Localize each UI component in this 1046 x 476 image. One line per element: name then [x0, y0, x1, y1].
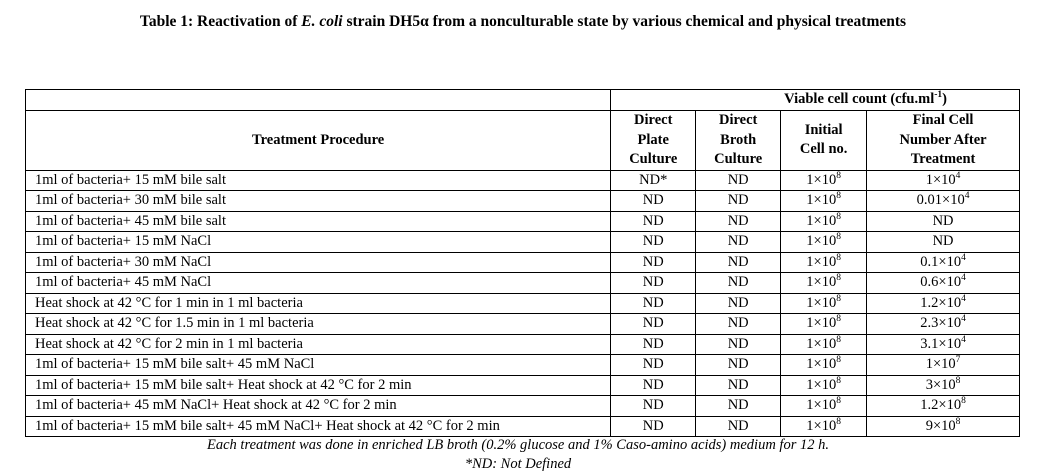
procedure-cell: 1ml of bacteria+ 45 mM NaCl+ Heat shock at 42 °C for 2 min: [26, 396, 611, 417]
table-row: [26, 334, 1020, 355]
procedure-cell: 1ml of bacteria+ 45 mM NaCl: [26, 273, 611, 294]
direct-broth-cell: ND: [696, 211, 781, 232]
direct-broth-cell: ND: [696, 273, 781, 294]
table-row: [26, 191, 1020, 212]
final-cell: $0.01\times 10^4$: [867, 191, 1020, 212]
header-row: [26, 111, 1020, 171]
final-cell: $0.1\times 10^4$: [867, 252, 1020, 273]
footnote-conditions: Each treatment was done in enriched LB broth (0.2% glucose and 1% Caso-amino acids) medium for 12 h.: [207, 437, 829, 453]
procedure-cell: 1ml of bacteria+ 15 mM NaCl: [26, 232, 611, 253]
final-cell: $3.1\times 10^4$: [867, 334, 1020, 355]
final-cell: ND: [867, 232, 1020, 253]
viable-count-close: ): [942, 91, 947, 108]
direct-broth-cell: ND: [696, 314, 781, 335]
procedure-cell: Heat shock at 42 °C for 1.5 min in 1 ml bacteria: [26, 314, 611, 335]
direct-broth-cell: ND: [696, 416, 781, 437]
table-row: [26, 273, 1020, 294]
initial-cell: $1\times 10^8$: [781, 355, 867, 376]
results-table: [25, 89, 1020, 437]
final-cell: $3\times 10^8$: [867, 375, 1020, 396]
procedure-cell: 1ml of bacteria+ 30 mM bile salt: [26, 191, 611, 212]
table-row: [26, 355, 1020, 376]
direct-plate-cell: ND: [611, 334, 696, 355]
procedure-cell: 1ml of bacteria+ 15 mM bile salt: [26, 170, 611, 191]
final-cell: $0.6\times 10^4$: [867, 273, 1020, 294]
table-body: [26, 170, 1020, 437]
direct-plate-header: Direct Plate Culture: [611, 111, 696, 171]
direct-broth-cell: ND: [696, 293, 781, 314]
direct-plate-cell: ND: [611, 314, 696, 335]
initial-cell: $1\times 10^8$: [781, 416, 867, 437]
title-prefix: Table 1: Reactivation of: [139, 13, 302, 30]
title-organism: E. coli: [301, 13, 343, 30]
table-row: [26, 211, 1020, 232]
procedure-cell: Heat shock at 42 °C for 1 min in 1 ml bacteria: [26, 293, 611, 314]
initial-cell-header: Initial Cell no.: [781, 111, 867, 171]
header-blank-1: [26, 90, 611, 111]
table-row: [26, 416, 1020, 437]
direct-plate-cell: ND: [611, 211, 696, 232]
initial-cell: $1\times 10^8$: [781, 232, 867, 253]
table-row: [26, 252, 1020, 273]
header-group-row: [26, 90, 1020, 111]
final-cell: $9\times 10^8$: [867, 416, 1020, 437]
final-cell: $2.3\times 10^4$: [867, 314, 1020, 335]
initial-cell: $1\times 10^8$: [781, 375, 867, 396]
initial-cell: $1\times 10^8$: [781, 334, 867, 355]
initial-cell: $1\times 10^8$: [781, 314, 867, 335]
footnote-nd: *ND: Not Defined: [464, 456, 572, 472]
initial-cell: $1\times 10^8$: [781, 293, 867, 314]
final-cell: $1.2\times 10^4$: [867, 293, 1020, 314]
direct-plate-cell: ND: [611, 396, 696, 417]
direct-broth-cell: ND: [696, 252, 781, 273]
table-row: [26, 396, 1020, 417]
initial-cell: $1\times 10^8$: [781, 191, 867, 212]
direct-broth-header: Direct Broth Culture: [696, 111, 781, 171]
initial-cell: $1\times 10^8$: [781, 252, 867, 273]
direct-plate-cell: ND: [611, 191, 696, 212]
procedure-cell: 1ml of bacteria+ 15 mM bile salt+ 45 mM NaCl: [26, 355, 611, 376]
procedure-cell: 1ml of bacteria+ 15 mM bile salt+ 45 mM NaCl+ Heat shock at 42 °C for 2 min: [26, 416, 611, 437]
initial-cell: $1\times 10^8$: [781, 396, 867, 417]
direct-broth-cell: ND: [696, 170, 781, 191]
procedure-cell: Heat shock at 42 °C for 2 min in 1 ml bacteria: [26, 334, 611, 355]
direct-plate-cell: ND: [611, 416, 696, 437]
procedure-cell: 1ml of bacteria+ 15 mM bile salt+ Heat shock at 42 °C for 2 min: [26, 375, 611, 396]
direct-plate-cell: ND: [611, 232, 696, 253]
table-row: [26, 375, 1020, 396]
final-cell: $1\times 10^7$: [867, 355, 1020, 376]
table-row: [26, 232, 1020, 253]
final-cell: $1.2\times 10^8$: [867, 396, 1020, 417]
final-cell: ND: [867, 211, 1020, 232]
initial-cell: $1\times 10^8$: [781, 211, 867, 232]
procedure-cell: 1ml of bacteria+ 45 mM bile salt: [26, 211, 611, 232]
direct-broth-cell: ND: [696, 232, 781, 253]
direct-plate-cell: ND*: [611, 170, 696, 191]
direct-broth-cell: ND: [696, 334, 781, 355]
viable-count-label: Viable cell count (cfu.ml: [784, 91, 935, 108]
table-row: [26, 293, 1020, 314]
procedure-cell: 1ml of bacteria+ 30 mM NaCl: [26, 252, 611, 273]
direct-plate-cell: ND: [611, 355, 696, 376]
direct-broth-cell: ND: [696, 396, 781, 417]
final-cell-header: Final Cell Number After Treatment: [867, 111, 1020, 171]
direct-plate-cell: ND: [611, 273, 696, 294]
initial-cell: $1\times 10^8$: [781, 273, 867, 294]
table-title: [0, 13, 1046, 31]
direct-broth-cell: ND: [696, 355, 781, 376]
viable-count-header: [611, 90, 1020, 111]
treatment-header: Treatment Procedure: [26, 111, 611, 171]
final-cell: $1\times 10^4$: [867, 170, 1020, 191]
initial-cell: $1\times 10^8$: [781, 170, 867, 191]
title-suffix: strain DH5α from a nonculturable state by various chemical and physical treatments: [342, 13, 907, 30]
table-row: [26, 314, 1020, 335]
table-row: [26, 170, 1020, 191]
direct-broth-cell: ND: [696, 191, 781, 212]
direct-broth-cell: ND: [696, 375, 781, 396]
direct-plate-cell: ND: [611, 375, 696, 396]
direct-plate-cell: ND: [611, 293, 696, 314]
viable-count-sup: -1: [934, 90, 943, 101]
direct-plate-cell: ND: [611, 252, 696, 273]
